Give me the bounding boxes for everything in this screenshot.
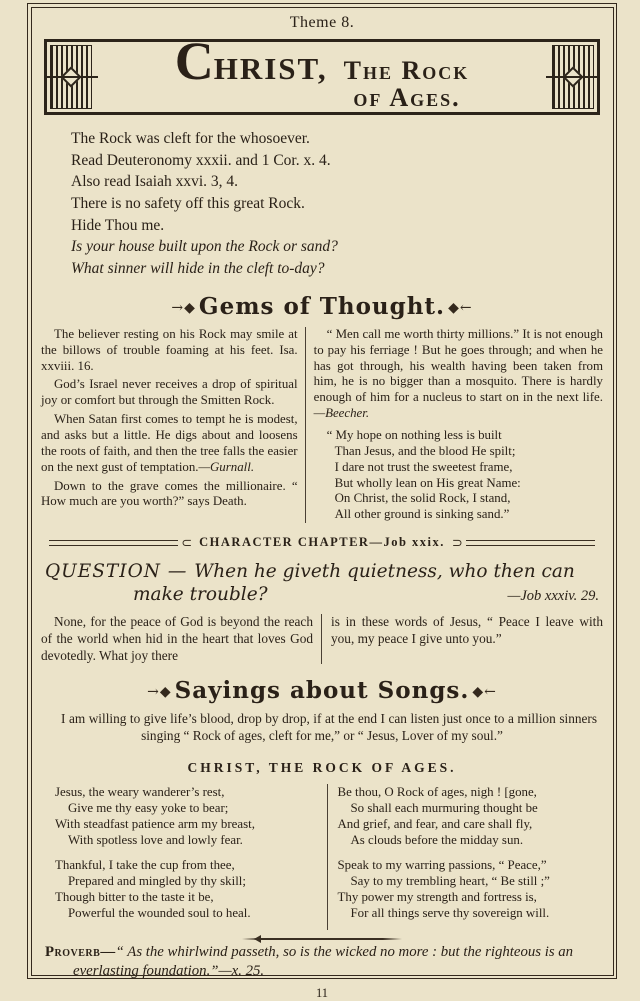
hymn-line: As clouds before the midday sun. [350,832,524,847]
gems-paragraph: Down to the grave comes the millionaire. “ How much are you worth?” says Death. [41,478,298,509]
hymn-stanza [55,857,321,921]
hymn-stanza [338,857,604,921]
arrow-fleuron-left-icon: →◆ [147,684,172,701]
intro-line-italic: What sinner will hide in the cleft to-day? [71,260,325,278]
flourish-divider [242,938,402,940]
verse-line: Than Jesus, and the blood He spilt; [334,443,516,458]
gems-paragraph: The believer resting on his Rock may smile at the billows of trouble foaming at his feet. Isa. xxviii. 16. [41,326,298,373]
intro-line: There is no safety off this great Rock. [71,195,305,213]
gems-paragraph: When Satan first comes to tempt he is modest, and asks but a little. He digs about and loosens the roots of faith, and then the tree falls the easier on the next gust of temptation.—Gurnall. [41,412,298,474]
theme-heading: Theme 8. [289,14,355,31]
rule-line-right [466,540,595,546]
page-border-frame [27,3,617,1001]
hymn-title: CHRIST, THE ROCK OF AGES. [187,759,457,775]
verse-line: “ My hope on nothing less is built [326,427,502,442]
hymn-line: Give me thy easy yoke to bear; [68,800,229,815]
scroll-curl-icon: ⊂ [181,535,193,551]
intro-references [41,115,603,280]
left-ornament-panel-icon [50,45,92,109]
diamond-ornament-icon [60,66,81,87]
intro-line: Also read Isaiah xxvi. 3, 4. [71,173,239,191]
hymn-stanza [338,784,604,848]
hymn-stanza [55,784,321,848]
proverb-reference: —x. 25. [218,963,265,979]
page-content [28,4,616,1001]
hymn-left-column [41,784,327,930]
hymn-line: Jesus, the weary wanderer’s rest, [55,784,225,799]
hymn-line: And grief, and fear, and care shall fly, [337,816,533,831]
gems-paragraph: God’s Israel never receives a drop of spiritual joy or comfort but through the Smitten Rock. [41,377,298,408]
arrow-fleuron-right-icon: ◆← [472,684,497,701]
hymn-line: So shall each murmuring thought be [350,800,538,815]
gems-of-thought-heading [41,293,603,320]
hymn-line: With spotless love and lowly fear. [68,832,243,847]
hymn-line: Powerful the wounded soul to heal. [68,905,251,920]
hymn-line: With steadfast patience arm my breast, [55,816,255,831]
title-text [95,31,549,112]
question-text: When he giveth quietness, who then can [194,561,575,583]
proverb-section [45,943,599,981]
title-line-1 [95,31,549,91]
proverb-text: “ As the whirlwind passeth, so is the wicked no more : but the righteous is an everlasting foundation.” [73,943,574,979]
gems-paragraph: “ Men call me worth thirty millions.” It is not enough to pay his ferriage ! But he goes through; and when he has got through, his wealth having been taken from him, he is no bigger than a mosquito. There is hardly enough of him for a nucleus to start on in the next life.—Beecher. [313,326,603,421]
answer-right-column: is in these words of Jesus, “ Peace I leave with you, my peace I give unto you.” [321,614,603,664]
hymn-line: Prepared and mingled by thy skill; [68,873,246,888]
gems-right-column [305,327,603,523]
intro-line-italic: Is your house built upon the Rock or sand? [71,238,338,256]
hymn-line: Speak to my warring passions, “ Peace,” [337,857,547,872]
hymn-line: Say to my trembling heart, “ Be still ;” [350,873,550,888]
answer-columns [41,614,603,664]
rule-line-left [49,540,178,546]
verse-line: But wholly lean on His great Name: [334,475,521,490]
intro-line: Read Deuteronomy xxxii. and 1 Cor. x. 4. [71,151,331,169]
gems-left-column [41,327,305,523]
question-section [45,560,599,606]
character-chapter-divider [49,535,595,550]
hymn-line: Be thou, O Rock of ages, nigh ! [gone, [337,784,537,799]
title-word-christ: HRIST, [213,51,328,86]
hymn-quote-verse [314,428,603,523]
page-number: 11 [315,986,329,1001]
question-reference: —Job xxxiv. 29. [507,588,599,605]
answer-left-column: None, for the peace of God is beyond the reach of the world when hid in the heart that loves God devotedly. What joy there [41,614,313,663]
title-line-2: of Ages. [353,83,461,112]
gems-columns [41,327,603,523]
sayings-about-songs-heading [41,677,603,704]
character-chapter-label: CHARACTER CHAPTER—Job xxix. [199,535,445,550]
intro-line: The Rock was cleft for the whosoever. [71,130,310,147]
arrow-fleuron-left-icon: →◆ [171,299,196,316]
question-text-continued: make trouble? [133,584,268,606]
question-line-2 [45,583,599,606]
title-drop-cap: C [174,31,214,91]
question-line-1 [45,560,599,583]
question-label: QUESTION — [45,561,195,583]
verse-line: All other ground is sinking sand.” [334,507,510,522]
hymn-line: For all things serve thy sovereign will. [350,905,550,920]
proverb-label: Proverb— [45,943,116,960]
sayings-paragraph: I am willing to give life’s blood, drop by drop, if at the end I can listen just once to a million sinners singing “ Rock of ages, cleft for me,” or “ Jesus, Lover of my soul.” [61,711,597,744]
hymn-line: Though bitter to the taste it be, [55,889,214,904]
verse-line: I dare not trust the sweetest frame, [334,459,513,474]
right-ornament-panel-icon [552,45,594,109]
title-the-rock: The Rock [343,56,470,85]
gems-heading-text: Gems of Thought. [198,292,446,320]
intro-line: Hide Thou me. [71,216,165,234]
hymn-line: Thankful, I take the cup from thee, [55,857,235,872]
verse-line: On Christ, the solid Rock, I stand, [334,491,511,506]
diamond-ornament-icon [562,66,583,87]
title-box [44,31,600,115]
scroll-curl-icon: ⊃ [451,535,463,551]
hymn-right-column [327,784,604,930]
hymn-line: Thy power my strength and fortress is, [337,889,537,904]
arrow-fleuron-right-icon: ◆← [448,299,473,316]
hymn-columns [41,784,603,930]
sayings-heading-text: Sayings about Songs. [174,677,470,705]
